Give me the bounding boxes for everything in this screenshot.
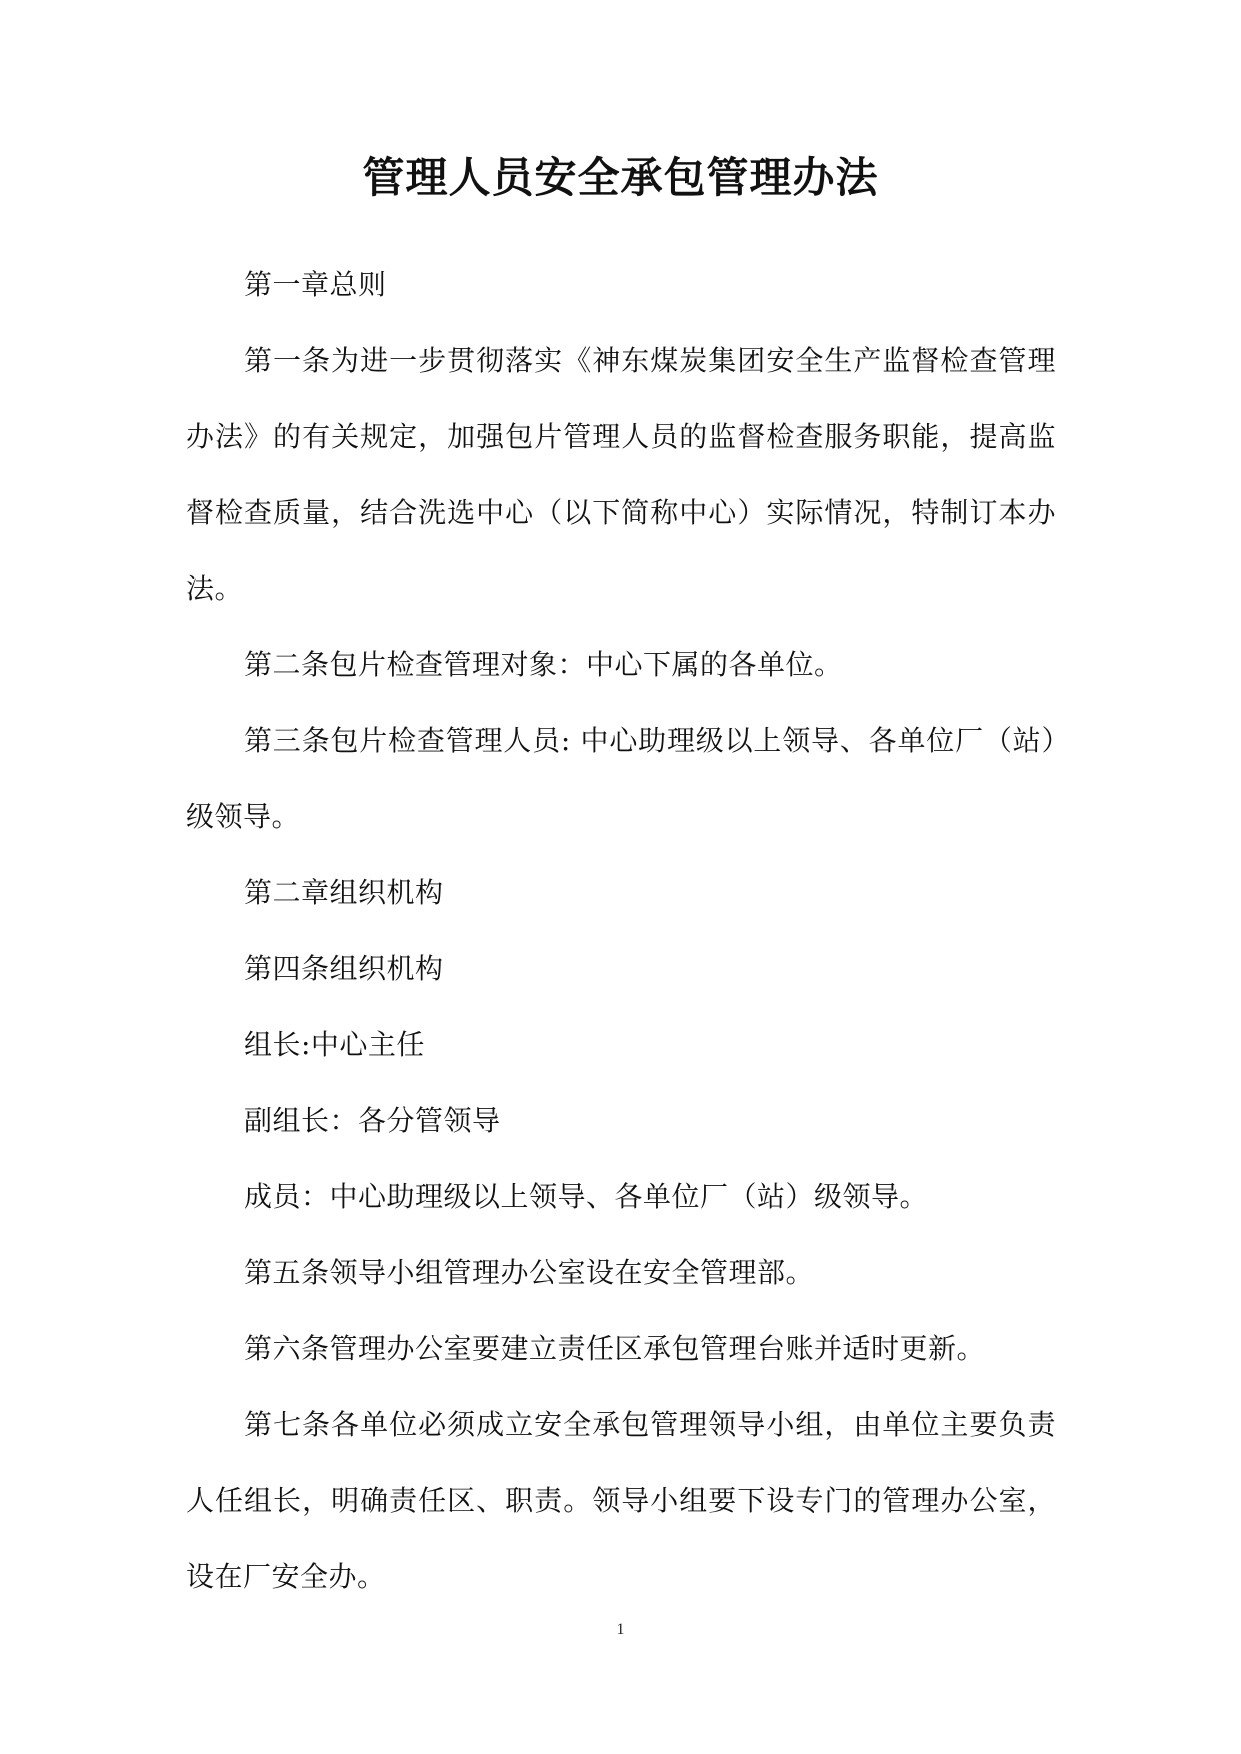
paragraph-team-leader: 组长:中心主任	[244, 1028, 425, 1061]
paragraph-article-3: 第三条包片检查管理人员: 中心助理级以上领导、各单位厂（站）级领导。	[186, 724, 1056, 833]
document-title: 管理人员安全承包管理办法	[362, 153, 879, 202]
paragraph-deputy-leader: 副组长：各分管领导	[244, 1104, 501, 1137]
document-body	[186, 247, 1056, 1615]
paragraph-chapter-2-heading: 第二章组织机构	[244, 876, 444, 909]
paragraph-article-6: 第六条管理办公室要建立责任区承包管理台账并适时更新。	[244, 1332, 986, 1365]
paragraph-article-7: 第七条各单位必须成立安全承包管理领导小组，由单位主要负责人任组长，明确责任区、职责。领导小组要下设专门的管理办公室，设在厂安全办。	[186, 1408, 1056, 1593]
paragraph-article-4: 第四条组织机构	[244, 952, 444, 985]
paragraph-article-5: 第五条领导小组管理办公室设在安全管理部。	[244, 1256, 815, 1289]
paragraph-chapter-1-heading: 第一章总则	[244, 268, 387, 301]
page-number: 1	[616, 1621, 625, 1638]
paragraph-article-1: 第一条为进一步贯彻落实《神东煤炭集团安全生产监督检查管理办法》的有关规定，加强包片管理人员的监督检查服务职能，提高监督检查质量，结合洗选中心（以下简称中心）实际情况，特制订本办法。	[186, 344, 1056, 605]
paragraph-members: 成员：中心助理级以上领导、各单位厂（站）级领导。	[244, 1180, 929, 1213]
paragraph-article-2: 第二条包片检查管理对象：中心下属的各单位。	[244, 648, 843, 681]
